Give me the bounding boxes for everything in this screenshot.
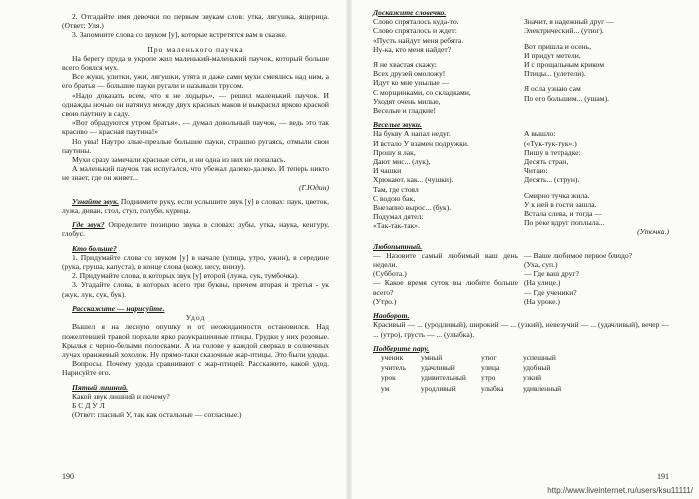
- left-page: [0, 0, 349, 499]
- section-tell-draw-title: Расскажите — нарисуйте.: [72, 303, 165, 313]
- story-author: (Г.Юдин): [298, 182, 329, 192]
- story-paragraph: Мухи сразу замечали красные сети, и ни одна из них не попалась.: [72, 155, 286, 165]
- poem-block-2: [373, 129, 669, 236]
- pairs-table: [381, 353, 669, 393]
- section-title: Узнайте звук.: [72, 196, 119, 206]
- pair-cell: ученик: [381, 352, 404, 362]
- pair-cell: удачливый: [421, 363, 455, 373]
- dialog-block: [373, 251, 669, 306]
- section-opposite-title: Наоборот.: [373, 311, 410, 321]
- section-learn-sound: [62, 197, 329, 215]
- poem-column-left: Слово спряталось куда-то. Слово спряталось и ждет: «Пусть найдут меня ребята. Ну-ка, кто меня найдет? Я не хвастая скажу: Всех друзей омоложу! Идут ко мне унылые — С морщинками, со складками, Уходят очень милые, Веселые и гладкие!: [373, 17, 471, 116]
- hoopoe-text: Вышел я на лесную опушку и от неожиданности остановился. Над пожелтевшей травой порхали ярко разукрашенные птицы. Грудки у них розовые. Крылья с черно-белыми полосками. А на голове у каждой сверкал в солнечных лучах оранжевый хохолок. Ну прямо-таки сказочные жар-птицы. Это были удоды.: [62, 322, 329, 359]
- page-number-left: 190: [62, 471, 74, 481]
- pair-cell: удобный: [523, 363, 551, 373]
- opposite-text: Красивый — ... (уродливый), широкий — ... (узкий), невезучий — ... (удачливый), вечер — ... (утро), грусть — ... (улыбка).: [373, 320, 669, 339]
- section-text: Поднимите руку, если услышите звук [у] в словах: паук, цветок, лужа, диван, стол, стул, голуби, курица.: [62, 196, 329, 216]
- story-paragraph: «Надо доказать всем, что я не лодырь», — решил маленький паучок. И однажды ночью он натянул между двух красных маков и выкрасил яркою краской свою паутину в саду.: [62, 90, 329, 119]
- story-paragraph: Все жуки, улитки, ужи, лягушки, утята и даже сами мухи смеялись над ним, а его братья — большие пауки ругали и называли трусом.: [62, 72, 329, 91]
- page-number-right: 191: [657, 471, 669, 481]
- task-3: 3. Запомните слова со звуком [у], которые встретятся вам в сказке.: [72, 30, 287, 40]
- pair-cell: ум: [381, 383, 390, 393]
- section-finish-word-title: Доскажите словечко.: [373, 8, 447, 17]
- riddle-answer: (Уточка.): [637, 227, 669, 237]
- poem-column-right: А вышло: («Тук-тук-тук».) Пишу в тетрадке: Десять стран, Читаю: Десять... (струн). Смирно тучка жила. У к ней в гости зашла. Встала слева, и тогда — По реке вдруг поплыла... (Уточка.): [523, 129, 669, 237]
- pair-cell: успешный: [523, 352, 556, 362]
- pair-cell: удивительный: [421, 373, 466, 383]
- odd-one-letters: Б С Д У Л: [72, 400, 105, 410]
- odd-one-answer: (Ответ: гласный У, так как остальные — согласные.): [72, 410, 242, 420]
- pair-cell: учитель: [381, 363, 406, 373]
- section-fun-sounds-title: Веселые звуки.: [373, 120, 422, 130]
- list-item: 1. Придумайте слова со звуком [у] в начале (улица, утро, ужин), в середине (рукa, груша, капуста), в конце слова (кожу, несу, внизу).: [62, 252, 329, 272]
- section-curious-title: Любопытный.: [373, 241, 423, 251]
- list-item: 3. Угадайте слова, в которых всего три буквы, причем вторая и третья - ук (жук, лук, сук, бук).: [62, 280, 329, 299]
- watermark-link[interactable]: http://www.liveinternet.ru/users/ksu11111/: [547, 486, 693, 495]
- odd-one-question: Какой звук лишний и почему?: [72, 391, 170, 401]
- story-paragraph: «Вот обрадуются утром братья», — думал довольный паучок, — ведь это так красиво — красная паутина!»: [62, 118, 329, 137]
- pair-cell: улыбка: [481, 383, 504, 393]
- hoopoe-title: Удод: [185, 313, 206, 323]
- section-title: Где звук?: [72, 220, 105, 230]
- pair-cell: узкий: [523, 373, 542, 383]
- right-page: [349, 0, 699, 499]
- pair-cell: умный: [421, 352, 443, 362]
- story-paragraph: На берегу пруда в укропе жил маленький-маленький паучок, который больше всего боялся мух.: [62, 53, 329, 73]
- list-item: 2. Придумайте слова, в которых звук [у] второй (лужа, сук, тумбочка).: [72, 271, 299, 281]
- pair-cell: удивленный: [523, 383, 562, 393]
- poem-column-left: На букву А напал недуг. И встало У взамен подружки. Прошу я лак, Дают мис... (лук), И чашки Хрюкают, как... (чушки). Там, где стоял С водою бак, Внезапно вырос... (бук). Подумал дятел: «Так-так-так».: [373, 129, 469, 231]
- story-title: Про маленького паучка: [147, 44, 244, 54]
- task-2: 2. Отгадайте имя девочки по первым звукам слов: утка, лягушка, ящерица. (Ответ: Уля.): [62, 12, 329, 31]
- pair-cell: урок: [381, 373, 396, 383]
- poem-block-1: [373, 17, 669, 115]
- hoopoe-questions: Вопросы. Почему удода сравнивают с жар-птицей. Расскажите, какой удод. Нарисуйте его.: [62, 359, 329, 378]
- section-text: Определите позицию звука в словах: зубы, утка, наука, кенгуру, глобус.: [62, 220, 330, 239]
- poem-column-right: Значит, я надежный друг — Электрический... (утюг). Вот пришла и осень, И придут метели, И с прощальным криком Птицы... (улетели). Я осла узнаю сам По его большим... (ушам).: [523, 17, 614, 103]
- dialog-column-left: — Назовите самый любимый ваш день недели. (Суббота.) — Какое время суток вы любите больше всего? (Утро.): [373, 250, 519, 306]
- story-paragraph: А маленький паучок так испугался, что убежал далеко-далеко. И теперь никто не знает, где он живет...: [62, 164, 329, 183]
- story-paragraph: Но увы! Наутро злые-презлые большие пауки, страшно ругаясь, отмыли свои паутины.: [62, 136, 329, 155]
- section-odd-one-title: Пятый лишний.: [72, 382, 129, 392]
- pair-cell: уродливый: [421, 383, 456, 393]
- dialog-column-right: — Ваше любимое первое блюдо? (Уха, суп.) — Где ваш друг? (На улице.) — Где ученики? (На уроке.): [523, 250, 633, 306]
- pair-cell: улица: [481, 363, 500, 373]
- section-who-more-title: Кто больше?: [72, 243, 117, 253]
- section-where-sound: [62, 220, 329, 238]
- section-pairs-title: Подберите пару.: [373, 343, 430, 353]
- pair-cell: утро: [481, 373, 496, 383]
- pair-cell: утюг: [481, 352, 497, 362]
